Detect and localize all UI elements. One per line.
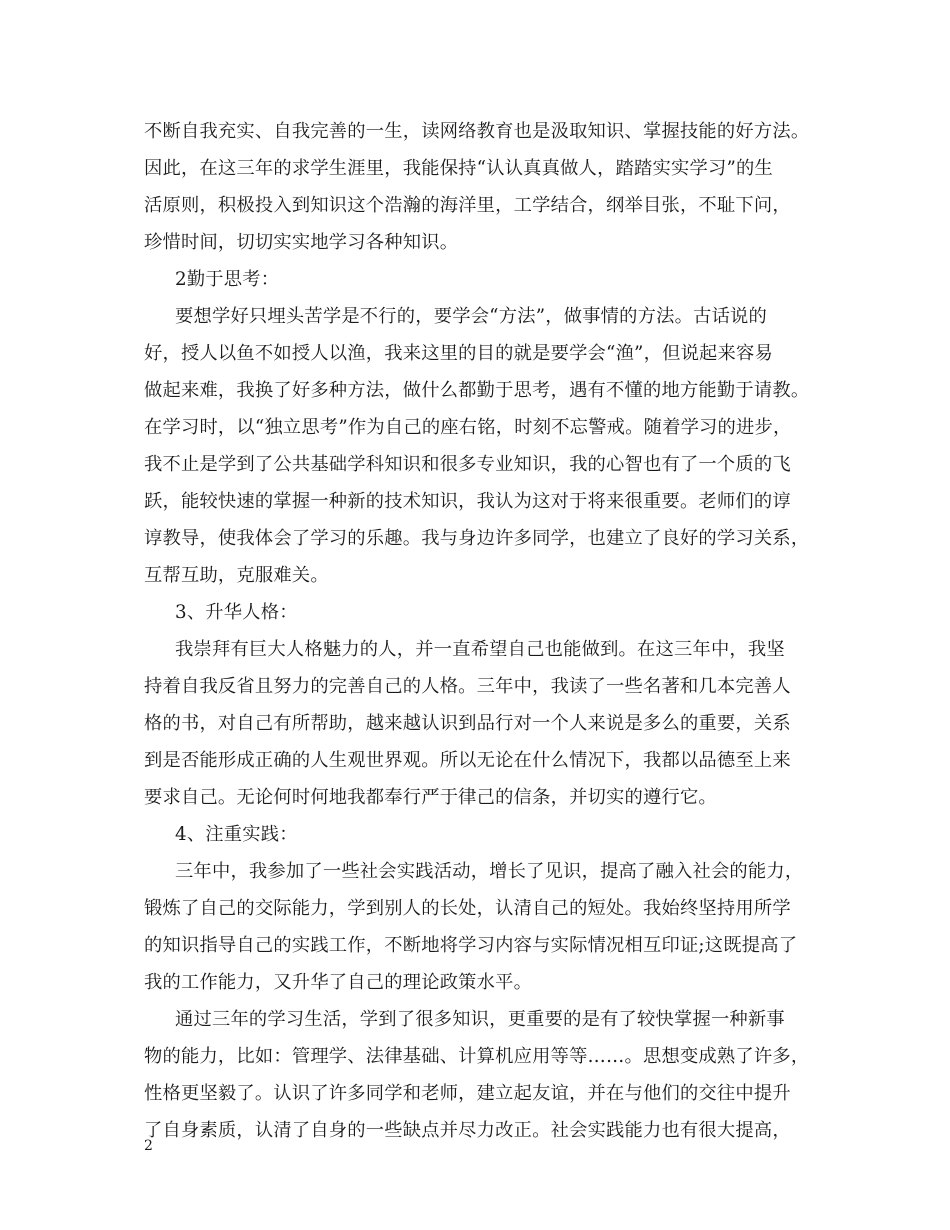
body-text-line: 做起来难，我换了好多种方法，做什么都勤于思考，遇有不懂的地方能勤于请教。 (144, 380, 810, 401)
body-text-line: 了自身素质，认清了自身的一些缺点并尽力改正。社会实践能力也有很大提高， (144, 1120, 791, 1141)
section-heading-2: 2勤于思考： (175, 269, 280, 290)
body-text-line: 好，授人以鱼不如授人以渔，我来这里的目的就是要学会“渔”，但说起来容易 (144, 343, 773, 364)
paragraph-start-line: 通过三年的学习生活，学到了很多知识，更重要的是有了较快掌握一种新事 (175, 1009, 785, 1030)
paragraph-start-line: 我崇拜有巨大人格魅力的人，并一直希望自己也能做到。在这三年中，我坚 (175, 639, 785, 660)
page-number: 2 (144, 1138, 153, 1154)
document-body (144, 113, 814, 1149)
body-text-line: 在学习时，以“独立思考”作为自己的座右铭，时刻不忘警戒。随着学习的进步， (144, 417, 792, 438)
body-text-line: 到是否能形成正确的人生观世界观。所以无论在什么情况下，我都以品德至上来 (144, 750, 791, 771)
body-text-line: 不断自我充实、自我完善的一生，读网络教育也是汲取知识、掌握技能的好方法。 (144, 121, 810, 142)
body-text-line: 格的书，对自己有所帮助，越来越认识到品行对一个人来说是多么的重要，关系 (144, 713, 791, 734)
body-text-line: 物的能力，比如：管理学、法律基础、计算机应用等等……。思想变成熟了许多， (144, 1046, 810, 1067)
section-heading-3: 3、升华人格： (175, 602, 298, 623)
body-text-line: 我不止是学到了公共基础学科知识和很多专业知识，我的心智也有了一个质的飞 (144, 454, 791, 475)
section-heading-4: 4、注重实践： (175, 824, 298, 845)
body-text-line: 要求自己。无论何时何地我都奉行严于律己的信条，并切实的遵行它。 (144, 787, 717, 808)
body-text-line: 跃，能较快速的掌握一种新的技术知识，我认为这对于将来很重要。老师们的谆 (144, 491, 791, 512)
body-text-line: 持着自我反省且努力的完善自己的人格。三年中，我读了一些名著和几本完善人 (144, 676, 791, 697)
body-text-line: 互帮互助，克服难关。 (144, 565, 329, 586)
body-text-line: 活原则，积极投入到知识这个浩瀚的海洋里，工学结合，纲举目张，不耻下问， (144, 195, 791, 216)
body-text-line: 因此，在这三年的求学生涯里，我能保持“认认真真做人，踏踏实实学习”的生 (144, 158, 773, 179)
paragraph-start-line: 要想学好只埋头苦学是不行的，要学会“方法”，做事情的方法。古话说的 (175, 306, 768, 327)
body-text-line: 锻炼了自己的交际能力，学到别人的长处，认清自己的短处。我始终坚持用所学 (144, 898, 791, 919)
body-text-line: 谆教导，使我体会了学习的乐趣。我与身边许多同学，也建立了良好的学习关系， (144, 528, 810, 549)
body-text-line: 我的工作能力，又升华了自己的理论政策水平。 (144, 972, 533, 993)
body-text-line: 的知识指导自己的实践工作，不断地将学习内容与实际情况相互印证;这既提高了 (144, 935, 798, 956)
body-text-line: 珍惜时间，切切实实地学习各种知识。 (144, 232, 459, 253)
body-text-line: 性格更坚毅了。认识了许多同学和老师，建立起友谊，并在与他们的交往中提升 (144, 1083, 791, 1104)
paragraph-start-line: 三年中，我参加了一些社会实践活动，增长了见识，提高了融入社会的能力， (175, 861, 804, 882)
